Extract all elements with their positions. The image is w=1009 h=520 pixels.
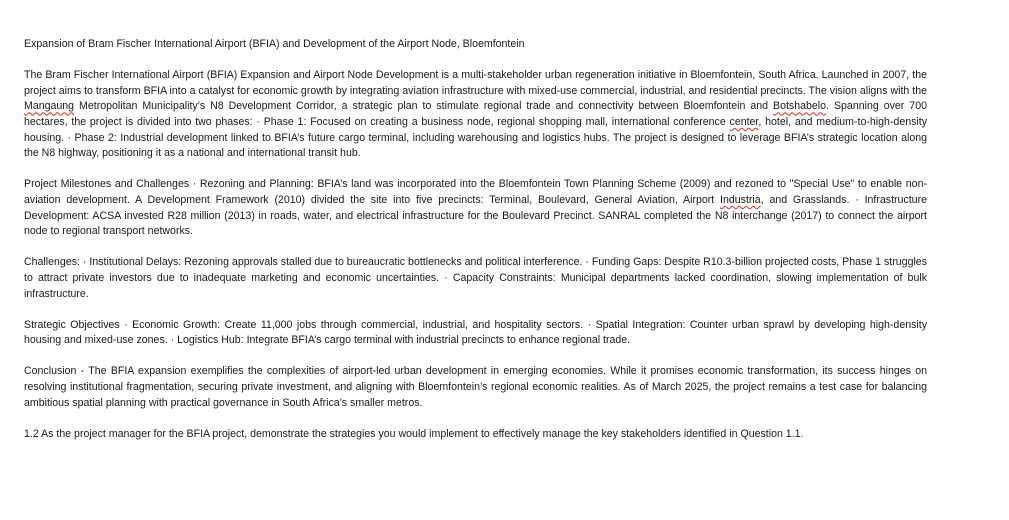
document-title: Expansion of Bram Fischer International Airport (BFIA) and Development of the Airport Node, Bloemfontein: [24, 38, 525, 50]
milestones-text-2: , and Grasslands. · Infrastructure Development: ACSA invested R28 million (2013) in roads, water, and electrical infrastructure for the Boulevard Precinct. SANRAL completed the N8 interchange (2017) to connect the airport node to regional transport networks.: [24, 193, 927, 238]
intro-text-1: The Bram Fischer International Airport (BFIA) Expansion and Airport Node Development is a multi-stakeholder urban regeneration initiative in Bloemfontein, South Africa. Launched in 2007, the project aims to transform BFIA into a catalyst for economic growth by integrating aviation infrastructure with mixed-use commercial, industrial, and residential precincts. The vision aligns with the: [24, 69, 927, 97]
objectives-paragraph: Strategic Objectives · Economic Growth: Create 11,000 jobs through commercial, industrial, and hospitality sectors. · Spatial Integration: Counter urban sprawl by developing high-density housing and mixed-use zones. · Logistics Hub: Integrate BFIA’s cargo terminal with industrial precincts to enhance regional trade.: [24, 318, 927, 347]
milestones-text-1: Project Milestones and Challenges · Rezoning and Planning: BFIA’s land was incorporated into the Bloemfontein Town Planning Scheme (2009) and rezoned to "Special Use" to enable non-aviation development. A Development Framework (2010) divided the site into five precincts: Terminal, Boulevard, General Aviation, Airport: [24, 178, 927, 206]
intro-text-4: , hotel, and medium-to-high-density housing. · Phase 2: Industrial development linked to BFIA’s future cargo terminal, including warehousing and logistics hubs. The project is designed to leverage BFIA’s strategic location along the N8 highway, positioning it as a national and international transit hub.: [24, 115, 928, 160]
milestones-paragraph: [24, 177, 927, 239]
document-body: [24, 37, 927, 442]
spellcheck-word-industria[interactable]: Industria: [720, 193, 761, 206]
conclusion-paragraph: Conclusion - The BFIA expansion exemplifies the complexities of airport-led urban development in emerging economies. While it promises economic transformation, its success hinges on resolving institutional fragmentation, securing private investment, and aligning with Bloemfontein’s regional economic realities. As of March 2025, the project remains a test case for balancing ambitious spatial planning with practical governance in South Africa’s smaller metros.: [24, 365, 927, 409]
spellcheck-word-mangaung[interactable]: Mangaung: [24, 100, 75, 113]
intro-paragraph: [24, 68, 927, 162]
spellcheck-word-botshabelo[interactable]: Botshabelo: [773, 100, 827, 113]
intro-text-2: Metropolitan Municipality’s N8 Development Corridor, a strategic plan to stimulate regional trade and connectivity between Bloemfontein and: [74, 100, 774, 113]
question-paragraph: 1.2 As the project manager for the BFIA project, demonstrate the strategies you would implement to effectively manage the key stakeholders identified in Question 1.1.: [24, 427, 804, 440]
intro-text-3: . Spanning over 700 hectares, the project is divided into two phases: · Phase 1: Focused on creating a business node, regional shopping mall, international conference: [24, 100, 927, 128]
spellcheck-word-center[interactable]: center: [729, 115, 759, 128]
challenges-paragraph: Challenges: · Institutional Delays: Rezoning approvals stalled due to bureaucratic bottlenecks and political interference. · Funding Gaps: Despite R10.3-billion projected costs, Phase 1 struggles to attract private investors due to inadequate marketing and economic uncertainties. · Capacity Constraints: Municipal departments lacked coordination, slowing implementation of bulk infrastructure.: [24, 256, 927, 300]
